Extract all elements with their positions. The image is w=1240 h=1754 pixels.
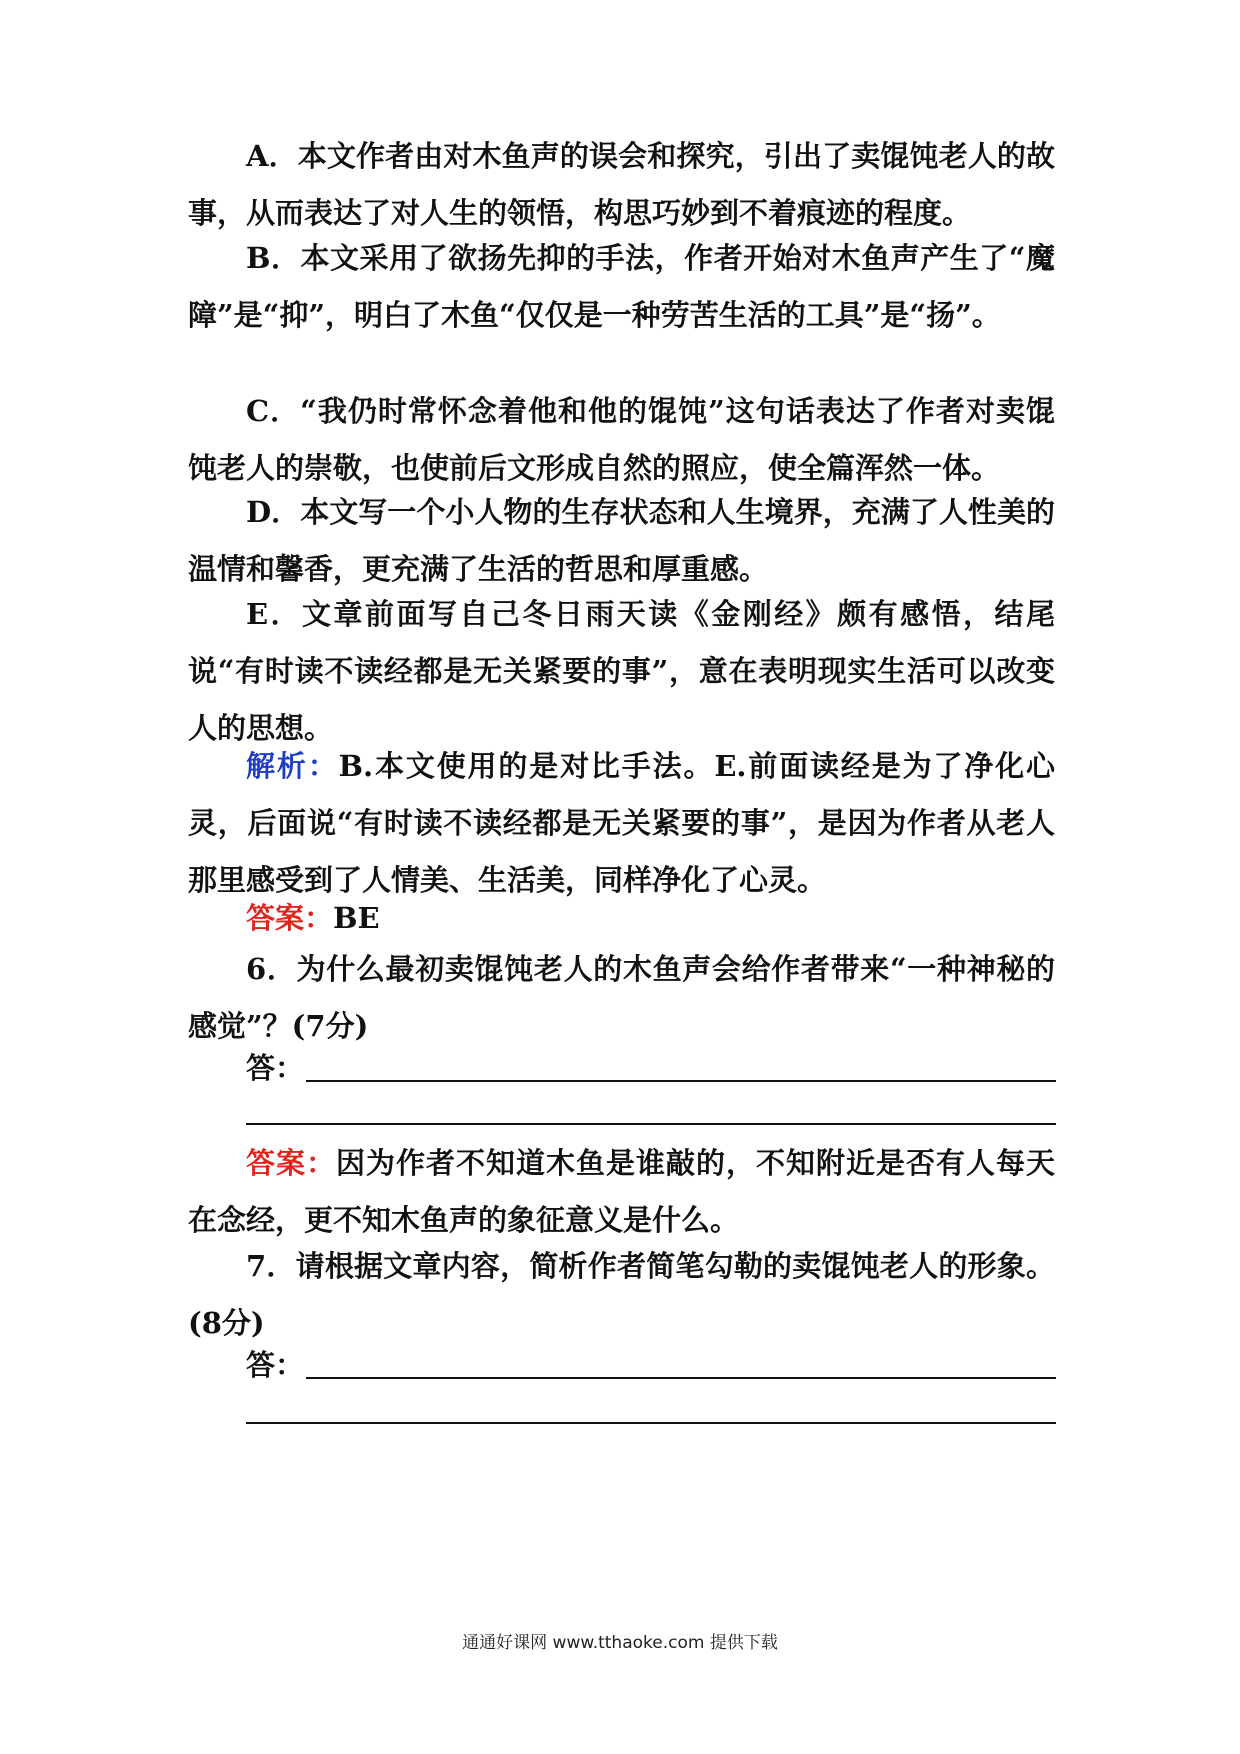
answer-label: 答案： [246, 901, 334, 935]
q7-answer-line-1[interactable] [306, 1377, 1056, 1379]
analysis-label: 解析： [246, 749, 339, 783]
q7-answer-line-2[interactable] [246, 1422, 1056, 1424]
footer-text: 通通好课网 www.tthaoke.com 提供下载 [462, 1633, 778, 1653]
option-a: A．本文作者由对木鱼声的误会和探究，引出了卖馄饨老人的故事，从而表达了对人生的领悟，构思巧妙到不着痕迹的程度。 [188, 139, 1055, 230]
option-c: C．“我仍时常怀念着他和他的馄饨”这句话表达了作者对卖馄饨老人的崇敬，也使前后文形成自然的照应，使全篇浑然一体。 [188, 394, 1055, 485]
option-e: E．文章前面写自己冬日雨天读《金刚经》颇有感悟，结尾说“有时读不读经都是无关紧要的事”，意在表明现实生活可以改变人的思想。 [188, 597, 1055, 745]
option-b: B．本文采用了欲扬先抑的手法，作者开始对木鱼声产生了“魔障”是“抑”，明白了木鱼“仅仅是一种劳苦生活的工具”是“扬”。 [188, 241, 1055, 332]
q6-answer-prompt: 答： [246, 1051, 305, 1085]
option-d: D．本文写一个小人物的生存状态和人生境界，充满了人性美的温情和馨香，更充满了生活的哲思和厚重感。 [188, 495, 1055, 586]
q6-question: 6．为什么最初卖馄饨老人的木鱼声会给作者带来“一种神秘的感觉”？(7分) [188, 952, 1055, 1043]
q6-answer-line-1[interactable] [306, 1080, 1056, 1082]
analysis-text: B.本文使用的是对比手法。E.前面读经是为了净化心灵，后面说“有时读不读经都是无关紧要的事”，是因为作者从老人那里感受到了人情美、生活美，同样净化了心灵。 [188, 749, 1055, 897]
q6-answer-line-2[interactable] [246, 1123, 1056, 1125]
q7-answer-prompt: 答： [246, 1348, 305, 1382]
q6-answer [188, 1135, 1055, 1249]
q6-answer-text: 因为作者不知道木鱼是谁敲的，不知附近是否有人每天在念经，更不知木鱼声的象征意义是什么。 [188, 1146, 1055, 1237]
q5-answer [188, 890, 1055, 947]
q7-question: 7．请根据文章内容，简析作者简笔勾勒的卖馄饨老人的形象。(8分) [188, 1249, 1055, 1340]
q5-analysis [188, 738, 1055, 909]
q6-answer-row [246, 1043, 1056, 1093]
answer-text: BE [333, 901, 380, 935]
q7-answer-row [246, 1340, 1056, 1390]
q6-answer-label: 答案： [246, 1146, 336, 1180]
